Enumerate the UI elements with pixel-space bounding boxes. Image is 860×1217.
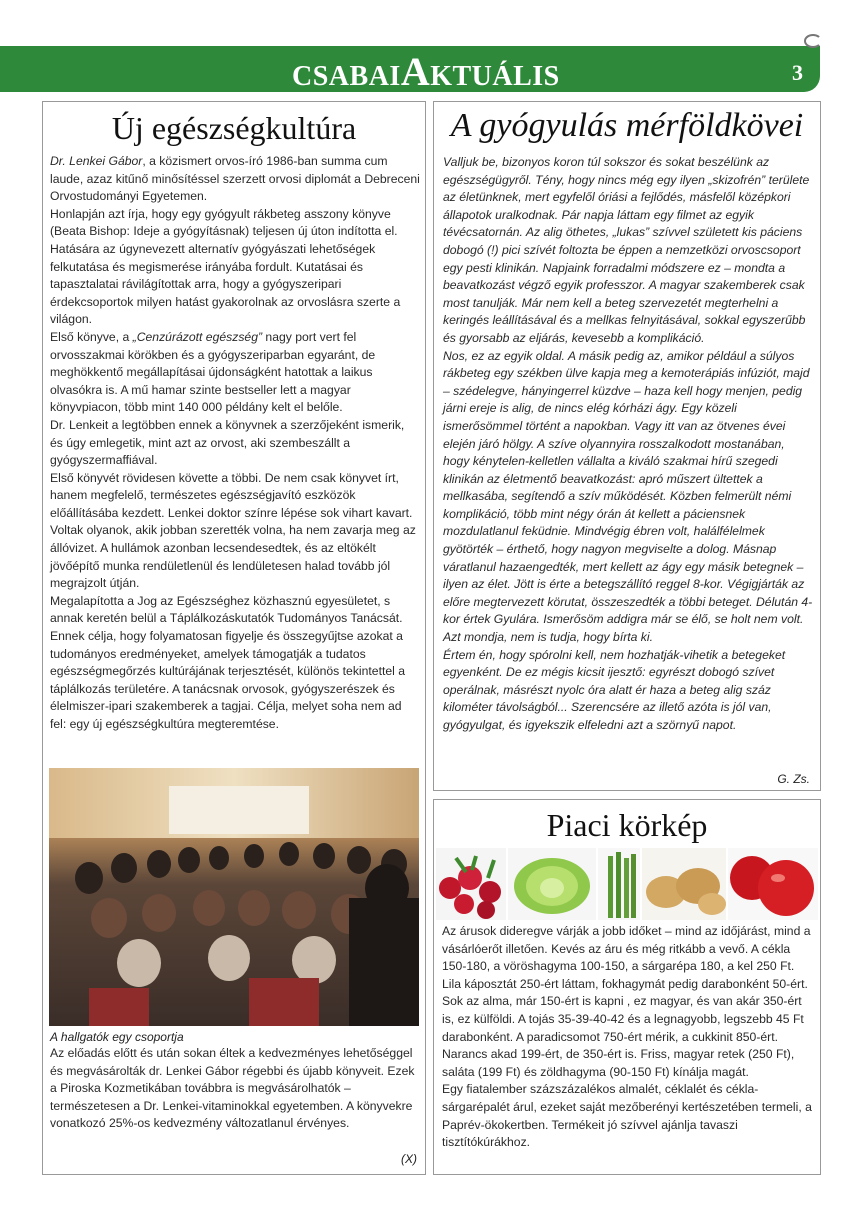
left-article [42, 101, 426, 1175]
audience-crowd [49, 768, 419, 1026]
audience-photo [49, 768, 419, 1026]
paragraph: Nos, ez az egyik oldal. A másik pedig az, amikor például a súlyos rákbeteg egy székben ülve kapja meg a kemoterápiás infúziót, majd – szédelegve, hányingerrel küzdve – haza kell hogy menjen, pedig járni ereje is alig, de nincs elég kórházi ágy. Egy közeli ismerősömmel történt a napokban. Vagy itt van az ötvenes évei elején járó hölgy. A szíve olyannyira rosszalkodott mostanában, hogy kénytelen-kelletlen vállalta a kiváló szakmai hírű szegedi klinikán az életmentő beavatkozást: apró műszert ültettek a mellkasába, segítendő a szív működését. Közben felmerült némi komplikáció, több mint négy órán át kellett a páciensnek mozdulatlanul feküdnie. Mindvégig ébren volt, halálfélelmek gyötörték – érthető, hogy nagyon megviselte a dolog. Másnap váratlanul hazaengedték, mert kellett az ágy egy másik betegnek – ilyen az élet. Jött is érte a betegszállító reggel 8-kor. Végigjárták az előre megtervezett körutat, összeszedték a többi beteget. Délután 4-kor értek Gyulára. Ismerősöm addigra már se élő, se holt nem volt. Azt mondja, nem is tudja, hogy bírta ki. [443, 348, 813, 645]
paragraph: Értem én, hogy spórolni kell, nem hozhatják-vihetik a betegeket egyenként. De ez mégis kicsit ijesztő: egyrészt dobogó szívet operálnak, másrészt nyolc óra alatt ér haza a beteg alig száz kilométer távolságból... Szerencsére az illető azóta is jól van, gyógyulgat, és igyekszik elfeledni azt a szörnyű napot. [443, 647, 786, 732]
right-top-signature: G. Zs. [777, 772, 810, 786]
photo-caption: A hallgatók egy csoportja [50, 1030, 184, 1044]
right-bottom-title: Piaci körkép [546, 807, 708, 843]
magazine-title [292, 49, 560, 97]
produce-photo-strip [436, 848, 818, 920]
page-number: 3 [792, 60, 803, 85]
paragraph-text: Első könyve, a [50, 329, 133, 344]
left-article-title: Új egészségkultúra [111, 110, 357, 146]
paragraph: Dr. Lenkeit a legtöbben ennek a könyvnek a szerzőjeként ismerik, és úgy emlegetik, mint azt az orvost, aki szembeszállt a gyógyszermaffiával. [50, 417, 405, 468]
title-part1: CSABAI [292, 61, 401, 92]
asparagus-icon [598, 848, 640, 920]
right-top-article [433, 101, 821, 791]
paragraph: Egy fiatalember százszázalékos almalét, céklalét és cékla-sárgarépalét árul, ezeket saját mezőberényi kertészetében termeli, a Paprév-ökokertben. Termékeit jó szívvel ajánlja tavaszi tisztítókúrákhoz. [442, 1082, 812, 1150]
paragraph: Az árusok dideregve várják a jobb időket – mind az időjárást, mind a vásárlóerőt illetően. Kevés az áru és még ritkább a vevő. A cékla 150-180, a vöröshagyma 100-150, a sárgarépa 180, a kel 250 Ft. Lila káposztát 250-ért láttam, fokhagymát pedig darabonként 50-ért. Sok az alma, már 150-ért is kapni , ez magyar, és van akár 350-ért is, ez külföldi. A tojás 35-39-40-42 és a legnagyobb, legszebb 45 Ft darabonként. A paradicsomot 750-ért mérik, a cukkinit 850-ért. Narancs akad 199-ért, de 350-ért is. Friss, magyar retek (250 Ft), saláta (199 Ft) és zöldhagyma (90-150 Ft) kínálja magát. [442, 924, 811, 1079]
title-part2: KTUÁLIS [430, 61, 560, 92]
paragraph-text: , a közismert orvos-író 1986-ban summa cum laude, azaz kitűnő minősítéssel szerzett orvosi diplomát a Debreceni Orvostudományi Egyetemen. [50, 154, 420, 204]
apple-icon [728, 848, 818, 920]
produce-illustration [436, 848, 818, 920]
swirl-ornament-icon [804, 34, 822, 48]
left-signature: (X) [401, 1152, 417, 1166]
paragraph-text: nagy port vert fel orvosszakmai körökben és a gyógyszeriparban egyaránt, de meghökkentő megállapításai újdonságként hatottak a laikus olvasókra is. A mű hamar szinte bestseller lett a magyar könyvpiacon, több mint 140 000 példány kelt el belőle. [50, 329, 376, 415]
title-big-letter: A [400, 49, 431, 94]
radish-icon [436, 848, 506, 920]
closing-paragraph: Az előadás előtt és után sokan éltek a kedvezményes lehetőséggel és megvásárolták dr. Lenkei Gábor régebbi és újabb könyveit. Ezek a Piroska Kozmetikában továbbra is megvásárolhatók – természetesen a Dr. Lenkei-vitaminokkal egyetemben. A könyvekre vonatkozó 25%-os kedvezmény változatlanul érvényes. [50, 1046, 415, 1131]
paragraph: Első könyvét rövidesen követte a többi. De nem csak könyvet írt, hanem megfelelő, természetes egészségjavító eszközök előállításába kezdett. Lenkei doktor színre lépése sok vihart kavart. Voltak olyanok, akik jobban szerették volna, ha nem zavarja meg az állóvizet. A hullámok azonban lecsendesedtek, és az eltökélt jövőépítő munka rendületlenül és lendületesen halad tovább jól megrajzolt útján. [50, 470, 416, 591]
right-bottom-article [433, 799, 821, 1175]
market-body [442, 923, 814, 1152]
left-article-body [50, 153, 420, 734]
lettuce-icon [508, 848, 596, 920]
paragraph [50, 329, 420, 417]
potato-icon [642, 848, 726, 920]
paragraph: Valljuk be, bizonyos koron túl sokszor és sokat beszélünk az egészségügyről. Tény, hogy nincs még egy ilyen „skizofrén” területe az életünknek, mert egyfelől óriási a fejlődés, másfelől középkori állapotok uralkodnak. Pár napja láttam egy filmet az egyik tévécsatornán. Az alig öthetes, „lukas” szívvel született kis páciens dobogó (!) pici szívét foltozta be éppen a nemzetközi orvoscsoport egy pesti klinikán. Napjaink forradalmi módszere ez – mondta a beavatkozást végző egyik professzor. A magyar szakemberek csak most tanulják. Már nem kell a beteg szervezetét megterhelni a keringés leállításával és a mellkas felnyitásával, sokkal egyszerűbb és gyorsabb az eljárás, kevesebb a komplikáció. [443, 155, 810, 345]
paragraph: Megalapította a Jog az Egészséghez közhasznú egyesületet, s annak keretén belül a Táplálkozáskutatók Tudományos Tanácsát. Ennek célja, hogy folyamatosan figyelje és összegyűjtse azokat a tudományos eredményeket, amelyek támogatják a tudatos egészségmegőrzés kultúrájának terjesztését, különös tekintettel a táplálkozás területére. A tanácsnak orvosok, gyógyszerészek és élelmiszer-ipari szakemberek a tagjai. Célja, melyet soha nem ad fel: egy új egészségkultúra megteremtése. [50, 593, 405, 731]
book-title: „Cenzúrázott egészség” [132, 329, 263, 344]
right-top-body [443, 154, 813, 735]
italic-lead: Dr. Lenkei Gábor [50, 154, 143, 168]
right-top-title: A gyógyulás mérföldkövei [450, 107, 804, 144]
paragraph [50, 153, 420, 206]
paragraph: Honlapján azt írja, hogy egy gyógyult rákbeteg asszony könyve (Beata Bishop: Ideje a gyógyításnak) teljesen új úton indította el. Hatására az úgynevezett alternatív gyógyászati lehetőségek felkutatása és megismerése irányába fordult. Kutatásai és tapasztalatai rávilágítottak arra, hogy a gyógyszeripari érdekcsoportok milyen hatást gyakorolnak az orvoslásra szerte a világon. [50, 206, 401, 327]
